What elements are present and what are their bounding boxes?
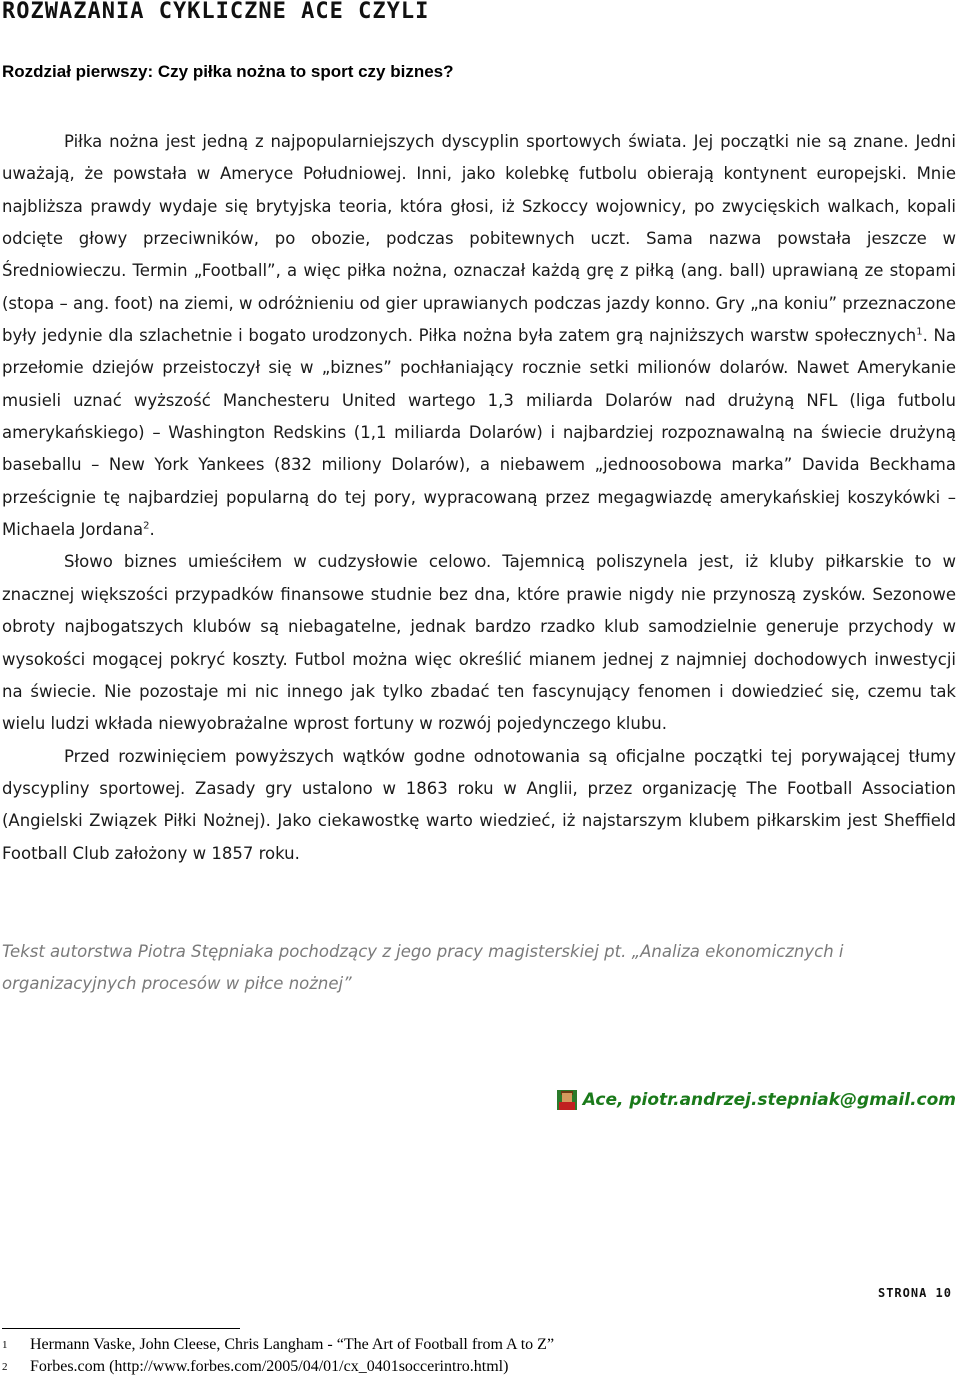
paragraph-1 [2, 126, 956, 546]
footnote-number: 2 [2, 1361, 8, 1373]
footnote-1 [2, 1334, 554, 1356]
footnotes [2, 1334, 554, 1378]
paragraph-2: Słowo biznes umieściłem w cudzysłowie celowo. Tajemnicą poliszynela jest, iż kluby piłkarskie to w znacznej większości przypadków finansowe studnie bez dna, które prawie nigdy nie przynoszą zysków. Sezonowe obroty najbogatszych klubów są niebagatelne, jednak bardzo rzadko klub samodzielnie generuje przychody w wysokości mogącej pokryć koszty. Futbol można więc określić mianem jednej z najmniej dochodowych inwestycji na świecie. Nie pozostaje mi nic innego jak tylko zbadać ten fascynujący fenomen i dowiedzieć się, czemu tak wielu ludzi wkłada niewyobrażalne wprost fortuny w rozwój pojedynczego klubu. [2, 552, 956, 734]
footnote-divider [2, 1328, 240, 1329]
footnote-text: Forbes.com (http://www.forbes.com/2005/04/01/cx_0401soccerintro.html) [30, 1358, 509, 1375]
chapter-title: Rozdział pierwszy: Czy piłka nożna to sport czy biznes? [2, 62, 454, 81]
paragraph-1-part-a: Piłka nożna jest jedną z najpopularniejszych dyscyplin sportowych świata. Jej początki nie są znane. Jedni uważają, że powstała w Ameryce Południowej. Inni, jako kolebkę futbolu obierają kontynent europejski. Mnie najbliższa prawdy wydaje się brytyjska teoria, która głosi, iż Szkoccy wojownicy, po zwycięskich walkach, kopali odcięte głowy przeciwników, po obozie, podczas pobitewnych uczt. Sama nazwa powstała jeszcze w Średniowieczu. Termin „Football”, a więc piłka nożna, oznaczał każdą grę z piłką (ang. ball) uprawianą ze stopami (stopa – ang. foot) na ziemi, w odróżnieniu od gier uprawianych podczas jazdy konno. Gry „na koniu” przeznaczone były jedynie dla szlachetnie i bogato urodzonych. Piłka nożna była zatem grą najniższych warstw społecznych [2, 132, 956, 346]
signature-text[interactable]: Ace, piotr.andrzej.stepniak@gmail.com [582, 1090, 956, 1110]
footnote-ref-1[interactable]: 1 [916, 326, 923, 338]
footnote-ref-2[interactable]: 2 [143, 520, 150, 532]
article-body [2, 126, 956, 870]
paragraph-1-part-c: . [149, 520, 155, 540]
author-signature [557, 1090, 956, 1110]
authorship-note: Tekst autorstwa Piotra Stępniaka pochodzący z jego pracy magisterskiej pt. „Analiza ekonomicznych i organizacyjnych procesów w piłce nożnej” [2, 942, 844, 994]
paragraph-3: Przed rozwinięciem powyższych wątków godne odnotowania są oficjalne początki tej porywającej tłumy dyscypliny sportowej. Zasady gry ustalono w 1863 roku w Anglii, przez organizację The Football Association (Angielski Związek Piłki Nożnej). Jako ciekawostkę warto wiedzieć, iż najstarszym klubem piłkarskim jest Sheffield Football Club założony w 1857 roku. [2, 746, 956, 863]
pixel-avatar-icon [557, 1090, 577, 1110]
document-header: ROZWAŻANIA CYKLICZNE ACE CZYLI [2, 0, 430, 24]
footnote-2 [2, 1356, 554, 1378]
footnote-number: 1 [2, 1339, 8, 1351]
paragraph-1-part-b: . Na przełomie dziejów przeistoczył się w „biznes” pochłaniający rocznie setki milionów dolarów. Nawet Amerykanie musieli uznać wyższość Manchesteru United wartego 1,3 miliarda Dolarów nad drużyną NFL (liga futbolu amerykańskiego) – Washington Redskins (1,1 miliarda Dolarów) i najbardziej rozpoznawalną na świecie drużyną baseballu – New York Yankees (832 miliony Dolarów), a niebawem „jednoosobowa marka” Davida Beckhama prześcignie tę najbardziej popularną do tej pory, wypracowaną przez megagwiazdę amerykańskiej koszykówki – Michaela Jordana [2, 326, 956, 540]
page-number: STRONA 10 [877, 1286, 952, 1300]
footnote-text: Hermann Vaske, John Cleese, Chris Langham - “The Art of Football from A to Z” [30, 1336, 555, 1353]
